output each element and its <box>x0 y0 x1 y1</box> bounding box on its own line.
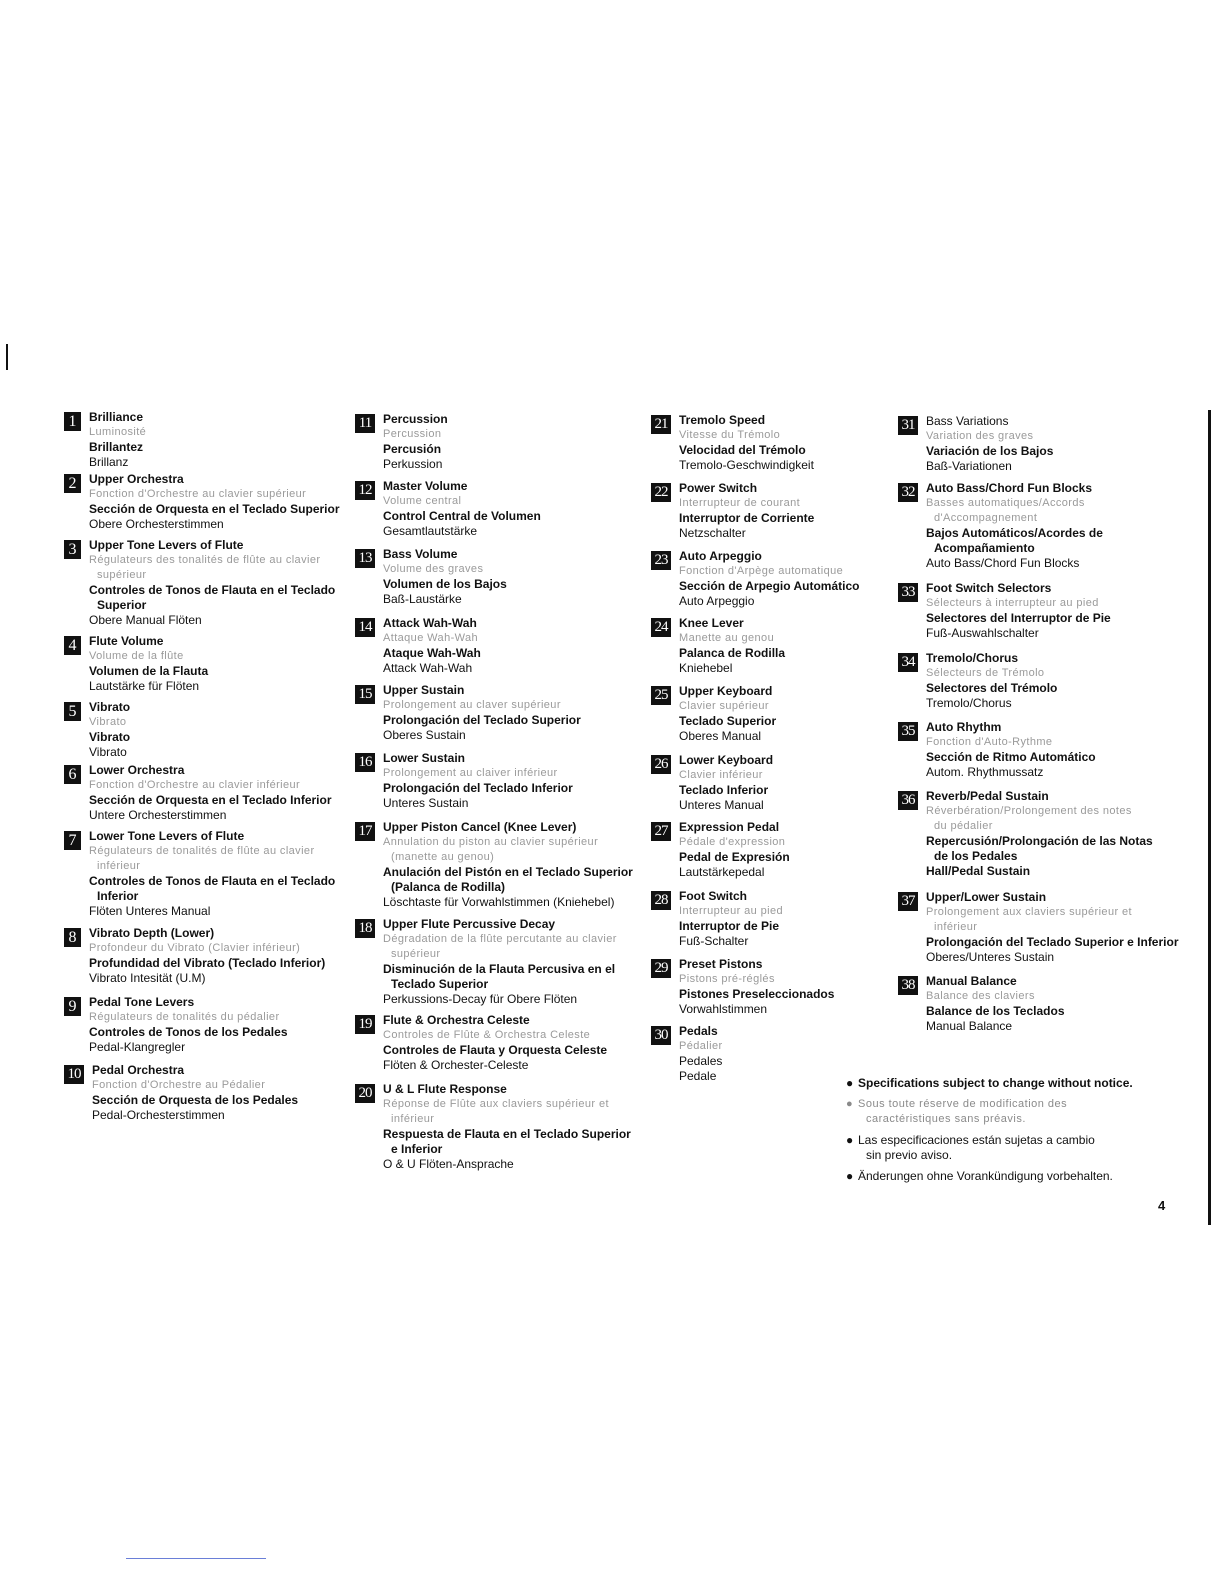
label-line: Basses automatiques/Accords <box>926 497 1085 509</box>
label-line: Flute & Orchestra Celeste <box>383 1013 530 1027</box>
label-line: Respuesta de Flauta en el Teclado Superior <box>383 1127 631 1141</box>
label-line: Volumen de la Flauta <box>89 664 209 678</box>
control-entry-16 <box>355 751 640 811</box>
item-number-badge: 6 <box>64 765 81 784</box>
item-number-badge: 23 <box>651 551 671 570</box>
note-text: Änderungen ohne Vorankündigung vorbehalten. <box>858 1169 1113 1183</box>
label-line: Prolongación del Teclado Inferior <box>383 781 573 795</box>
control-entry-1 <box>64 410 344 470</box>
bullet-icon: ● <box>846 1098 854 1110</box>
label-line: Pedal Orchestra <box>92 1063 185 1077</box>
label-line: Percussion <box>383 412 448 426</box>
item-number-badge: 26 <box>651 755 671 774</box>
item-number-badge: 30 <box>651 1026 671 1045</box>
note-text: caractéristiques sans préavis. <box>866 1113 1026 1125</box>
control-entry-37 <box>898 890 1198 965</box>
label-line: Profondeur du Vibrato (Clavier inférieur) <box>89 942 301 954</box>
page-number: 4 <box>1158 1198 1166 1213</box>
label-line: Löschtaste für Vorwahlstimmen (Kniehebel) <box>383 895 615 909</box>
label-line: Perkussions-Decay für Obere Flöten <box>383 992 578 1006</box>
label-line: Superior <box>97 598 147 612</box>
label-line: Vorwahlstimmen <box>679 1002 768 1016</box>
label-line: Luminosité <box>89 426 147 438</box>
label-line: Unteres Sustain <box>383 796 469 810</box>
label-line: Attack Wah-Wah <box>383 616 477 630</box>
label-line: Attack Wah-Wah <box>383 661 473 675</box>
label-line: Fuß-Schalter <box>679 934 749 948</box>
item-number-badge: 35 <box>898 722 918 741</box>
label-line: Pedal Tone Levers <box>89 995 195 1009</box>
item-number-badge: 10 <box>64 1065 84 1084</box>
label-line: Auto Bass/Chord Fun Blocks <box>926 481 1093 495</box>
label-line: Preset Pistons <box>679 957 763 971</box>
label-line: Sélecteurs de Trémolo <box>926 667 1045 679</box>
label-line: Auto Arpeggio <box>679 549 762 563</box>
label-line: Master Volume <box>383 479 468 493</box>
label-line: Upper Piston Cancel (Knee Lever) <box>383 820 577 834</box>
label-line: Upper Flute Percussive Decay <box>383 917 556 931</box>
label-line: Upper Orchestra <box>89 472 184 486</box>
label-line: Upper Sustain <box>383 683 465 697</box>
label-line: de los Pedales <box>934 849 1018 863</box>
label-line: Pistones Preseleccionados <box>679 987 835 1001</box>
label-line: Fonction d'Orchestre au clavier supérieur <box>89 488 307 500</box>
label-line: Brillantez <box>89 440 144 454</box>
label-line: Lower Orchestra <box>89 763 185 777</box>
label-line: Clavier supérieur <box>679 700 769 712</box>
label-line: supérieur <box>97 569 147 581</box>
label-line: Brillanz <box>89 455 129 469</box>
bullet-icon: ● <box>846 1169 854 1183</box>
label-line: Fonction d'Auto-Rythme <box>926 736 1053 748</box>
label-line: Selectores del Trémolo <box>926 681 1058 695</box>
label-line: Controles de Tonos de Flauta en el Teclado <box>89 874 336 888</box>
label-line: Control Central de Volumen <box>383 509 541 523</box>
item-number-badge: 37 <box>898 892 918 911</box>
label-line: Pédalier <box>679 1040 723 1052</box>
note-text: sin previo aviso. <box>866 1148 953 1162</box>
item-number-badge: 33 <box>898 583 918 602</box>
control-entry-19 <box>355 1013 640 1073</box>
label-line: Vibrato <box>89 745 127 759</box>
label-line: Teclado Superior <box>391 977 489 991</box>
label-line: Volume central <box>383 495 462 507</box>
label-line: Tremolo Speed <box>679 413 766 427</box>
label-line: Lower Tone Levers of Flute <box>89 829 245 843</box>
note-text: Las especificaciones están sujetas a cambio <box>858 1133 1095 1147</box>
control-entry-29 <box>651 957 886 1017</box>
label-line: Palanca de Rodilla <box>679 646 786 660</box>
control-entry-7 <box>64 829 344 919</box>
label-line: Interrupteur au pied <box>679 905 784 917</box>
item-number-badge: 31 <box>898 416 918 435</box>
label-line: Volume de la flûte <box>89 650 184 662</box>
label-line: Auto Arpeggio <box>679 594 755 608</box>
label-line: Autom. Rhythmussatz <box>926 765 1044 779</box>
label-line: O & U Flöten-Ansprache <box>383 1157 514 1171</box>
label-line: Fonction d'Orchestre au clavier inférieur <box>89 779 301 791</box>
spec-note <box>846 1097 1146 1127</box>
note-text: Specifications subject to change without notice. <box>858 1076 1133 1090</box>
label-line: Baß-Variationen <box>926 459 1012 473</box>
label-line: Gesamtlautstärke <box>383 524 478 538</box>
label-line: Manual Balance <box>926 1019 1013 1033</box>
label-line: Tremolo/Chorus <box>926 696 1012 710</box>
label-line: Vibrato Intesität (U.M) <box>89 971 206 985</box>
label-line: Manual Balance <box>926 974 1017 988</box>
item-number-badge: 28 <box>651 891 671 910</box>
bottom-rule <box>126 1558 266 1559</box>
item-number-badge: 38 <box>898 976 918 995</box>
label-line: Upper Keyboard <box>679 684 773 698</box>
label-line: du pédalier <box>934 820 993 832</box>
control-entry-2 <box>64 472 344 532</box>
label-line: Expression Pedal <box>679 820 780 834</box>
control-entry-28 <box>651 889 886 949</box>
item-number-badge: 22 <box>651 483 671 502</box>
label-line: Sección de Orquesta en el Teclado Inferior <box>89 793 332 807</box>
item-number-badge: 36 <box>898 791 918 810</box>
label-line: Teclado Inferior <box>679 783 769 797</box>
label-line: Tremolo-Geschwindigkeit <box>679 458 814 472</box>
label-line: Controles de Flauta y Orquesta Celeste <box>383 1043 608 1057</box>
label-line: Reverb/Pedal Sustain <box>926 789 1049 803</box>
spec-note <box>846 1169 1146 1184</box>
label-line: Interruptor de Pie <box>679 919 780 933</box>
control-entry-13 <box>355 547 640 607</box>
bullet-icon: ● <box>846 1133 854 1147</box>
control-entry-33 <box>898 581 1198 641</box>
item-number-badge: 24 <box>651 618 671 637</box>
label-line: Réponse de Flûte aux claviers supérieur et <box>383 1098 609 1110</box>
label-line: Knee Lever <box>679 616 744 630</box>
label-line: Controles de Tonos de Flauta en el Teclado <box>89 583 336 597</box>
label-line: Power Switch <box>679 481 758 495</box>
label-line: Prolongement aux claviers supérieur et <box>926 906 1132 918</box>
label-line: Acompañamiento <box>934 541 1035 555</box>
label-line: Lautstärkepedal <box>679 865 765 879</box>
label-line: Fonction d'Arpège automatique <box>679 565 844 577</box>
label-line: Tremolo/Chorus <box>926 651 1019 665</box>
label-line: Régulateurs de tonalités de flûte au clavier <box>89 845 315 857</box>
label-line: supérieur <box>391 948 441 960</box>
label-line: Obere Orchesterstimmen <box>89 517 224 531</box>
label-line: Régulateurs de tonalités du pédalier <box>89 1011 280 1023</box>
label-line: Perkussion <box>383 457 443 471</box>
control-entry-14 <box>355 616 640 676</box>
label-line: Foot Switch Selectors <box>926 581 1052 595</box>
label-line: Pedale <box>679 1069 717 1083</box>
item-number-badge: 18 <box>355 919 375 938</box>
label-line: d'Accompagnement <box>934 512 1038 524</box>
label-line: Hall/Pedal Sustain <box>926 864 1031 878</box>
label-line: Upper Tone Levers of Flute <box>89 538 244 552</box>
label-line: Manette au genou <box>679 632 775 644</box>
label-line: Brilliance <box>89 410 144 424</box>
label-line: (manette au genou) <box>391 851 495 863</box>
label-line: Velocidad del Trémolo <box>679 443 806 457</box>
label-line: Foot Switch <box>679 889 747 903</box>
label-line: Controles de Tonos de los Pedales <box>89 1025 288 1039</box>
label-line: Volumen de los Bajos <box>383 577 507 591</box>
label-line: Unteres Manual <box>679 798 764 812</box>
item-number-badge: 34 <box>898 653 918 672</box>
label-line: Disminución de la Flauta Percusiva en el <box>383 962 616 976</box>
label-line: inférieur <box>934 921 978 933</box>
label-line: Flute Volume <box>89 634 164 648</box>
label-line: Pistons pré-réglés <box>679 973 775 985</box>
label-line: Pedal-Orchesterstimmen <box>92 1108 225 1122</box>
control-entry-4 <box>64 634 344 694</box>
item-number-badge: 9 <box>64 997 81 1016</box>
label-line: Auto Rhythm <box>926 720 1002 734</box>
label-line: Pédale d'expression <box>679 836 786 848</box>
control-entry-11 <box>355 412 640 472</box>
label-line: Sélecteurs à interrupteur au pied <box>926 597 1099 609</box>
label-line: Vibrato Depth (Lower) <box>89 926 215 940</box>
item-number-badge: 7 <box>64 831 81 850</box>
control-entry-21 <box>651 413 886 473</box>
label-line: Inferior <box>97 889 139 903</box>
label-line: inférieur <box>391 1113 435 1125</box>
control-entry-34 <box>898 651 1198 711</box>
label-line: Repercusión/Prolongación de las Notas <box>926 834 1153 848</box>
item-number-badge: 8 <box>64 928 81 947</box>
control-entry-38 <box>898 974 1198 1034</box>
item-number-badge: 11 <box>355 414 375 433</box>
label-line: Prolongement au claver supérieur <box>383 699 561 711</box>
label-line: Netzschalter <box>679 526 746 540</box>
label-line: Sección de Arpegio Automático <box>679 579 860 593</box>
label-line: e Inferior <box>391 1142 443 1156</box>
label-line: Annulation du piston au clavier supérieur <box>383 836 599 848</box>
control-entry-22 <box>651 481 886 541</box>
item-number-badge: 4 <box>64 636 81 655</box>
label-line: Balance des claviers <box>926 990 1035 1002</box>
control-entry-5 <box>64 700 344 760</box>
label-line: Vibrato <box>89 716 127 728</box>
label-line: Prolongación del Teclado Superior <box>383 713 581 727</box>
control-entry-17 <box>355 820 640 910</box>
label-line: Lautstärke für Flöten <box>89 679 200 693</box>
spec-note <box>846 1133 1146 1163</box>
item-number-badge: 32 <box>898 483 918 502</box>
control-entry-20 <box>355 1082 640 1172</box>
right-edge-mark <box>1208 410 1211 1225</box>
label-line: Profundidad del Vibrato (Teclado Inferior) <box>89 956 326 970</box>
label-line: Prolongación del Teclado Superior e Inferior <box>926 935 1179 949</box>
label-line: Oberes Manual <box>679 729 762 743</box>
label-line: Sección de Ritmo Automático <box>926 750 1096 764</box>
label-line: Réverbération/Prolongement des notes <box>926 805 1132 817</box>
left-edge-mark <box>6 344 8 370</box>
label-line: Percusión <box>383 442 442 456</box>
control-entry-6 <box>64 763 344 823</box>
label-line: Kniehebel <box>679 661 733 675</box>
control-entry-8 <box>64 926 344 986</box>
control-entry-23 <box>651 549 886 609</box>
label-line: Ataque Wah-Wah <box>383 646 481 660</box>
label-line: Flöten & Orchester-Celeste <box>383 1058 529 1072</box>
control-entry-26 <box>651 753 886 813</box>
label-line: Untere Orchesterstimmen <box>89 808 227 822</box>
label-line: Fuß-Auswahlschalter <box>926 626 1039 640</box>
label-line: Flöten Unteres Manual <box>89 904 211 918</box>
label-line: Variation des graves <box>926 430 1034 442</box>
label-line: U & L Flute Response <box>383 1082 507 1096</box>
label-line: Vibrato <box>89 700 131 714</box>
item-number-badge: 2 <box>64 474 81 493</box>
label-line: Pedales <box>679 1054 723 1068</box>
control-entry-36 <box>898 789 1198 879</box>
item-number-badge: 14 <box>355 618 375 637</box>
label-line: Lower Sustain <box>383 751 466 765</box>
control-entry-9 <box>64 995 344 1055</box>
item-number-badge: 20 <box>355 1084 375 1103</box>
label-line: Prolongement au claiver inférieur <box>383 767 558 779</box>
control-entry-32 <box>898 481 1198 571</box>
label-line: inférieur <box>97 860 141 872</box>
label-line: Percussion <box>383 428 442 440</box>
label-line: Régulateurs des tonalités de flûte au clavier <box>89 554 321 566</box>
label-line: Bass Variations <box>926 414 1009 428</box>
label-line: Vibrato <box>89 730 131 744</box>
label-line: Oberes Sustain <box>383 728 466 742</box>
spec-note <box>846 1076 1146 1091</box>
label-line: Vitesse du Trémolo <box>679 429 781 441</box>
item-number-badge: 15 <box>355 685 375 704</box>
control-entry-30 <box>651 1024 886 1084</box>
label-line: Balance de los Teclados <box>926 1004 1065 1018</box>
label-line: Pedal-Klangregler <box>89 1040 186 1054</box>
control-entry-35 <box>898 720 1198 780</box>
label-line: Bajos Automáticos/Acordes de <box>926 526 1103 540</box>
item-number-badge: 25 <box>651 686 671 705</box>
label-line: Pedal de Expresión <box>679 850 790 864</box>
label-line: Controles de Flûte & Orchestra Celeste <box>383 1029 591 1041</box>
control-entry-12 <box>355 479 640 539</box>
label-line: Anulación del Pistón en el Teclado Superior <box>383 865 633 879</box>
label-line: Upper/Lower Sustain <box>926 890 1047 904</box>
label-line: Auto Bass/Chord Fun Blocks <box>926 556 1080 570</box>
item-number-badge: 17 <box>355 822 375 841</box>
control-entry-18 <box>355 917 640 1007</box>
item-number-badge: 29 <box>651 959 671 978</box>
item-number-badge: 19 <box>355 1015 375 1034</box>
label-line: Selectores del Interruptor de Pie <box>926 611 1111 625</box>
label-line: Sección de Orquesta de los Pedales <box>92 1093 299 1107</box>
label-line: Bass Volume <box>383 547 458 561</box>
label-line: Obere Manual Flöten <box>89 613 202 627</box>
bullet-icon: ● <box>846 1076 854 1090</box>
item-number-badge: 27 <box>651 822 671 841</box>
label-line: Pedals <box>679 1024 718 1038</box>
control-entry-15 <box>355 683 640 743</box>
label-line: Teclado Superior <box>679 714 777 728</box>
label-line: Volume des graves <box>383 563 484 575</box>
label-line: Clavier inférieur <box>679 769 763 781</box>
label-line: Oberes/Unteres Sustain <box>926 950 1055 964</box>
control-entry-3 <box>64 538 344 628</box>
item-number-badge: 21 <box>651 415 671 434</box>
item-number-badge: 12 <box>355 481 375 500</box>
label-line: Fonction d'Orchestre au Pédalier <box>92 1079 266 1091</box>
item-number-badge: 5 <box>64 702 81 721</box>
label-line: (Palanca de Rodilla) <box>391 880 506 894</box>
control-entry-25 <box>651 684 886 744</box>
item-number-badge: 3 <box>64 540 81 559</box>
label-line: Interruptor de Corriente <box>679 511 815 525</box>
label-line: Lower Keyboard <box>679 753 774 767</box>
specification-notes <box>846 1076 1146 1190</box>
control-entry-10 <box>64 1063 344 1123</box>
item-number-badge: 13 <box>355 549 375 568</box>
label-line: Attaque Wah-Wah <box>383 632 479 644</box>
item-number-badge: 16 <box>355 753 375 772</box>
item-number-badge: 1 <box>64 412 81 431</box>
control-entry-27 <box>651 820 886 880</box>
label-line: Sección de Orquesta en el Teclado Superior <box>89 502 340 516</box>
note-text: Sous toute réserve de modification des <box>858 1098 1068 1110</box>
label-line: Variación de los Bajos <box>926 444 1054 458</box>
control-entry-24 <box>651 616 886 676</box>
label-line: Dégradation de la flûte percutante au clavier <box>383 933 617 945</box>
label-line: Interrupteur de courant <box>679 497 801 509</box>
control-entry-31 <box>898 414 1198 474</box>
label-line: Baß-Laustärke <box>383 592 462 606</box>
